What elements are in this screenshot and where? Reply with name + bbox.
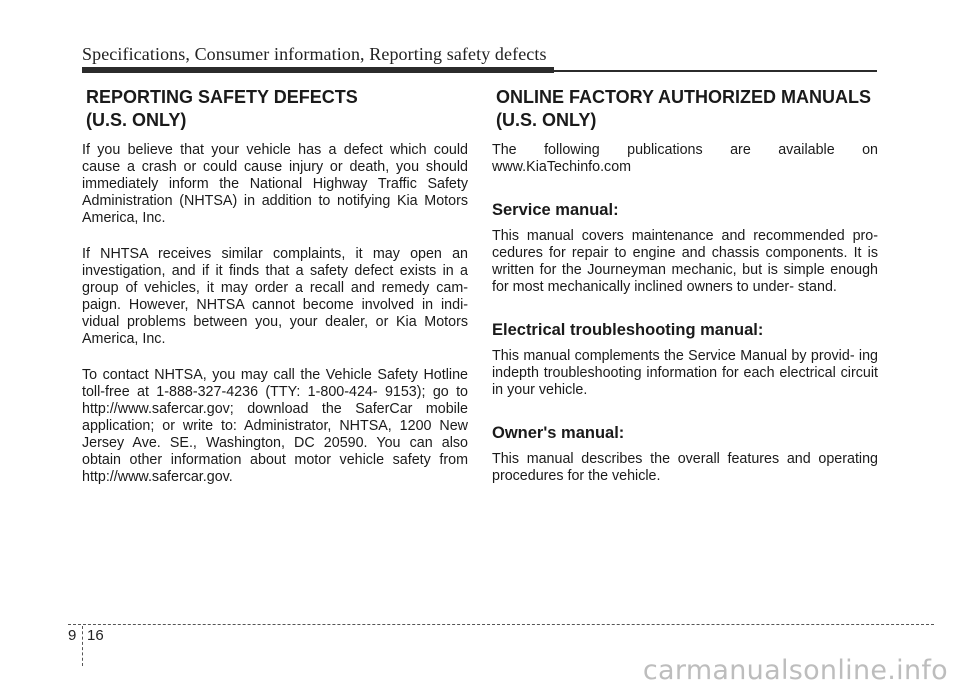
paragraph-investigation: If NHTSA receives similar complaints, it may open an investigation, and if it finds that a safety defect exists in a group of vehicles, it may order a recall and remedy cam- paign. However, NHTSA cannot become involved in indi- vidual problems between you, your dealer, or Kia Motors America, Inc. xyxy=(82,246,468,347)
owners-manual-text: This manual describes the overall features and operating procedures for the vehicle. xyxy=(492,451,878,484)
publications-intro: The following publications are available on www.KiaTechinfo.com xyxy=(492,142,878,175)
electrical-manual-text: This manual complements the Service Manual by provid- ing indepth troubleshooting information for each electrical circuit in your vehicle. xyxy=(492,348,878,398)
paragraph-defect-notice: If you believe that your vehicle has a defect which could cause a crash or could cause injury or death, you should immediately inform the National Highway Traffic Safety Administration (NHTSA) in addition to notifying Kia Motors America, Inc. xyxy=(82,142,468,226)
footer-page-divider xyxy=(82,626,83,666)
right-column xyxy=(492,86,878,485)
service-manual-heading: Service manual: xyxy=(492,201,619,219)
chapter-number: 9 xyxy=(68,627,77,644)
owners-manual-heading: Owner's manual: xyxy=(492,424,625,442)
footer-divider xyxy=(68,624,934,625)
heading-line-1: ONLINE FACTORY AUTHORIZED MANUALS xyxy=(496,87,872,107)
service-manual-text: This manual covers maintenance and recommended pro- cedures for repair to engine and chassis components. It is written for the Journeyman mechanic, but is simple enough for most mechanically inclined owners to under- stand. xyxy=(492,228,878,295)
page-header-title: Specifications, Consumer information, Reporting safety defects xyxy=(82,44,547,64)
electrical-manual-heading: Electrical troubleshooting manual: xyxy=(492,321,764,339)
header-rule xyxy=(554,70,877,72)
paragraph-contact-nhtsa: To contact NHTSA, you may call the Vehicle Safety Hotline toll-free at 1-888-327-4236 (TTY: 1-800-424- 9153); go to http://www.safercar.gov; download the SaferCar mobile application; or write to: Administrator, NHTSA, 1200 New Jersey Ave. SE., Washington, DC 20590. You can also obtain other information about motor vehicle safety from http://www.safercar.gov. xyxy=(82,367,468,485)
header-bar xyxy=(82,67,554,73)
reporting-safety-defects-heading xyxy=(82,86,468,132)
heading-line-2: (U.S. ONLY) xyxy=(496,110,597,130)
online-manuals-heading xyxy=(492,86,878,132)
watermark: carmanualsonline.info xyxy=(642,655,948,686)
left-column xyxy=(82,86,468,505)
heading-line-1: REPORTING SAFETY DEFECTS xyxy=(86,87,358,107)
heading-line-2: (U.S. ONLY) xyxy=(86,110,187,130)
page-number: 16 xyxy=(87,627,104,644)
